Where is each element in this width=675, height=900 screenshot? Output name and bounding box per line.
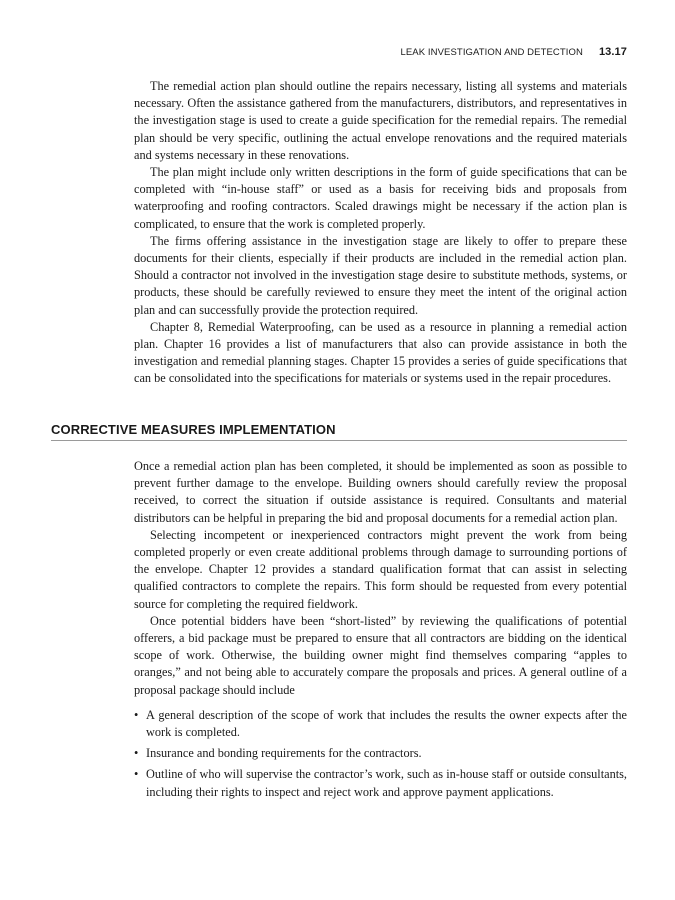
list-item-text: A general description of the scope of work that includes the results the owner expects after the work is completed. [146, 707, 627, 740]
running-head-title: LEAK INVESTIGATION AND DETECTION [400, 47, 583, 58]
section-text-block [134, 458, 627, 805]
paragraph: Chapter 8, Remedial Waterproofing, can be used as a resource in planning a remedial action plan. Chapter 16 provides a list of manufacturers that also can provide assistance in both the investigation and remedial planning stages. Chapter 15 provides a series of guide specifications that can be consolidated into the specifications for materials or systems used in the repair procedures. [134, 319, 627, 386]
paragraph: Selecting incompetent or inexperienced contractors might prevent the work from being completed properly or even create additional problems through damage to surrounding portions of the envelope. Chapter 12 provides a standard qualification format that can assist in selecting qualified contractors to complete the repairs. This form should be requested from every potential source for completing the required fieldwork. [134, 527, 627, 611]
list-item [134, 707, 627, 741]
paragraph: The firms offering assistance in the investigation stage are likely to offer to prepare these documents for their clients, especially if their products are included in the remedial action plan. Should a contractor not involved in the investigation stage desire to substitute methods, systems, or products, these should be carefully reviewed to ensure they meet the intent of the original action plan and can successfully provide the protection required. [134, 233, 627, 317]
paragraph: Once a remedial action plan has been completed, it should be implemented as soon as possible to prevent further damage to the envelope. Building owners should carefully review the proposal received, to correct the situation if outside assistance is required. Consultants and material distributors can be helpful in preparing the bid and proposal documents for a remedial action plan. [134, 459, 627, 525]
list-item-text: Insurance and bonding requirements for the contractors. [146, 746, 422, 761]
bullet-icon: • [134, 707, 139, 722]
top-text-block [134, 78, 627, 388]
list-item-text: Outline of who will supervise the contractor’s work, such as in-house staff or outside consultants, including their rights to inspect and reject work and approve payment applications. [146, 767, 627, 799]
bullet-list [134, 707, 627, 801]
page-number: 13.17 [598, 46, 627, 58]
section-heading: CORRECTIVE MEASURES IMPLEMENTATION [51, 422, 627, 441]
paragraph: Once potential bidders have been “short-listed” by reviewing the qualifications of potential offerers, a bid package must be prepared to ensure that all contractors are bidding on the identical scope of work. Otherwise, the building owner might find themselves comparing “apples to oranges,” and not being able to accurately compare the proposals and prices. A general outline of a proposal package should include [134, 613, 627, 697]
bullet-icon: • [134, 746, 139, 761]
paragraph: The remedial action plan should outline the repairs necessary, listing all systems and materials necessary. Often the assistance gathered from the manufacturers, distributors, and representatives in the investigation stage is used to create a guide specification for the remedial repairs. The remedial plan should be very specific, outlining the actual envelope renovations and the required materials and systems necessary in these renovations. [134, 79, 627, 162]
list-item [134, 745, 627, 762]
list-item [134, 766, 627, 800]
bullet-icon: • [134, 767, 139, 782]
running-head [400, 46, 627, 58]
paragraph: The plan might include only written descriptions in the form of guide specifications that can be completed with “in-house staff” or used as a basis for receiving bids and proposals from waterproofing and roofing contractors. Scaled drawings might be necessary if the action plan is complicated, to ensure that the work is completed properly. [134, 165, 627, 231]
